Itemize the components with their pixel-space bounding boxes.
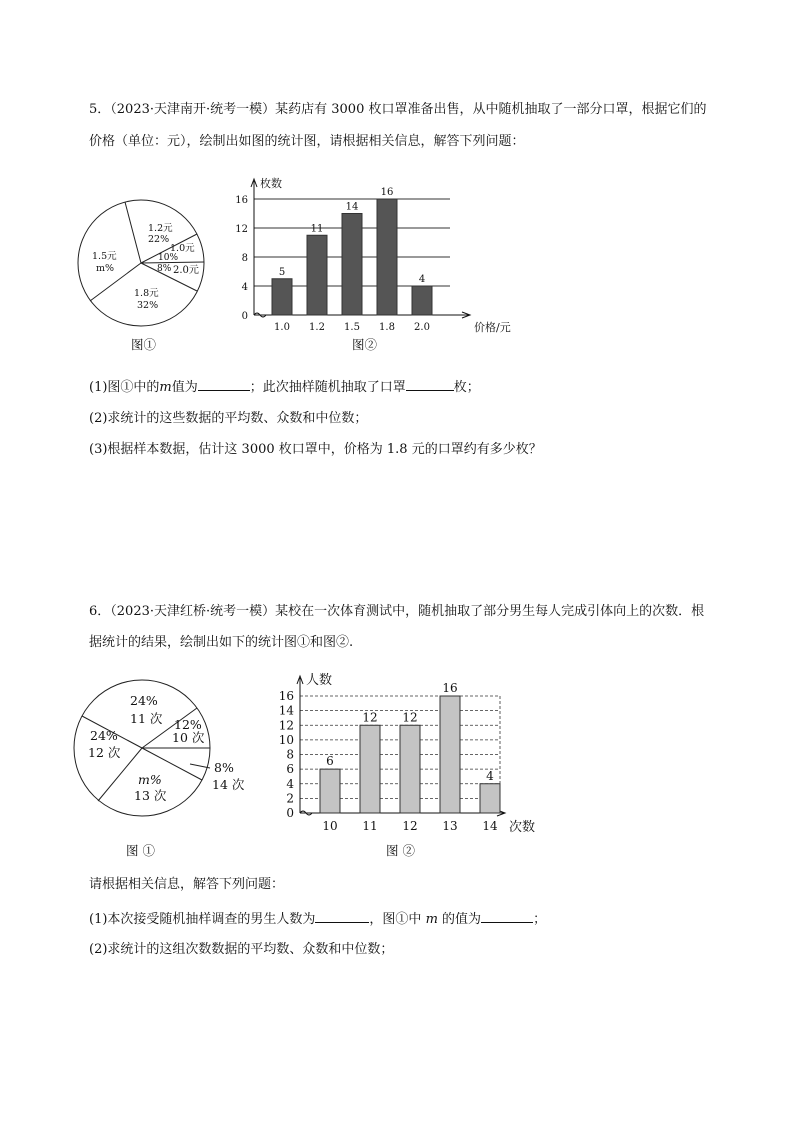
pie-label: 2.0元 (173, 265, 199, 276)
bar (440, 696, 460, 813)
q6-bar-chart (260, 660, 550, 840)
pie-label: 1.5元 (92, 251, 117, 262)
y-tick-label: 8 (241, 253, 248, 264)
x-tick-label: 14 (482, 819, 498, 833)
bar (480, 784, 500, 813)
q6-sub1-part-d: ； (533, 912, 547, 927)
q6-sub1-part-a: (1)本次接受随机抽样调查的男生人数为 (89, 912, 316, 927)
q5-sub3: (3)根据样本数据，估计这 3000 枚口罩中，价格为 1.8 元的口罩约有多少枚？ (89, 442, 542, 457)
q5-fig1-caption: 图① (131, 337, 157, 352)
y-tick-label: 6 (286, 762, 294, 777)
x-tick-label: 2.0 (414, 322, 430, 333)
pie-label: 8% (157, 264, 172, 274)
x-tick-label: 10 (322, 819, 338, 833)
bar (360, 725, 380, 813)
bar (400, 725, 420, 813)
y-tick-label: 12 (278, 718, 294, 733)
bar (307, 235, 327, 315)
y-tick-label: 16 (235, 195, 248, 206)
y-tick-label: 0 (241, 311, 248, 322)
y-tick-label: 14 (278, 703, 294, 718)
q6-sub1 (89, 909, 546, 929)
x-tick-label: 1.5 (344, 322, 360, 333)
pie-label: 22% (148, 234, 170, 245)
pie-label: 1.8元 (134, 288, 159, 299)
y-tick-label: 0 (286, 806, 294, 820)
pie-label: 32% (137, 300, 159, 311)
bar (272, 279, 292, 315)
q5-fig2-caption: 图② (352, 337, 378, 352)
q6-sub1-part-b: ，图①中 (369, 912, 422, 927)
pie-label: 10% (158, 253, 179, 263)
y-tick-label: 12 (235, 224, 248, 235)
x-tick-label: 1.2 (309, 322, 325, 333)
y-axis-title: 枚数 (260, 177, 282, 190)
q5-sub2: (2)求统计的这些数据的平均数、众数和中位数； (89, 411, 368, 426)
pie-label: 24% (90, 728, 118, 743)
y-tick-label: 4 (286, 776, 294, 791)
y-tick-label: 4 (241, 282, 248, 293)
x-axis-title: 次数 (509, 820, 536, 835)
pie-label: 13 次 (134, 788, 167, 803)
bar (377, 199, 397, 315)
y-tick-label: 10 (278, 732, 294, 747)
pie-label: 14 次 (212, 777, 245, 792)
q6-pie-chart (70, 678, 245, 838)
pie-label: 10 次 (172, 730, 205, 745)
q6-fig1-caption: 图 ① (126, 843, 155, 858)
pie-label: 24% (130, 693, 158, 708)
data-label: 4 (418, 274, 426, 285)
pie-label: m% (138, 772, 162, 787)
q6-sub2: (2)求统计的这组次数数据的平均数、众数和中位数； (89, 942, 394, 957)
q5-bar-chart (228, 170, 511, 340)
data-label: 12 (362, 710, 378, 725)
y-tick-label: 2 (286, 791, 294, 806)
data-label: 11 (310, 223, 324, 235)
q5-stem-line2: 价格（单位：元），绘制出如图的统计图，请根据相关信息，解答下列问题： (89, 134, 525, 149)
answer-blank[interactable] (481, 909, 533, 923)
pie-label: 12 次 (88, 745, 121, 760)
q5-stem-line1: 5．（2023·天津南开·统考一模）某药店有 3000 枚口罩准备出售，从中随机抽取了一部分口罩，根据它们的 (89, 102, 707, 117)
q5-sub1-part-b: 值为 (171, 380, 198, 395)
q6-fig2-caption: 图 ② (386, 843, 415, 858)
variable-m: m (159, 380, 172, 395)
q5-sub1-part-c: ；此次抽样随机抽取了口罩 (249, 380, 406, 395)
q6-sub1-part-c: 的值为 (442, 912, 482, 927)
bar (320, 769, 340, 813)
y-axis-title: 人数 (306, 673, 333, 688)
pie-label: m% (96, 263, 115, 274)
x-tick-label: 13 (442, 819, 458, 833)
pie-label: 11 次 (130, 711, 163, 726)
bar (342, 214, 362, 316)
q5-sub1-part-a: (1)图①中的 (89, 380, 160, 395)
data-label: 12 (402, 710, 418, 725)
q5-pie-chart (76, 198, 216, 338)
pie-label: 1.0元 (170, 243, 195, 254)
y-tick-label: 8 (286, 747, 294, 762)
data-label: 6 (326, 754, 334, 769)
x-tick-label: 11 (362, 819, 378, 833)
x-tick-label: 1.8 (379, 322, 395, 333)
q5-sub1 (89, 377, 480, 397)
q5-sub1-part-d: 枚； (453, 380, 480, 395)
x-tick-label: 1.0 (274, 322, 290, 333)
pie-label: 12% (174, 717, 202, 732)
y-tick-label: 16 (278, 689, 294, 703)
q6-intro: 请根据相关信息，解答下列问题： (89, 877, 285, 892)
pie-label: 1.2元 (148, 223, 173, 234)
x-axis-title: 价格/元 (474, 321, 511, 334)
answer-blank[interactable] (198, 377, 250, 391)
data-label: 16 (442, 681, 458, 695)
data-label: 5 (278, 266, 286, 278)
pie-label: 8% (214, 760, 234, 775)
answer-blank[interactable] (315, 909, 369, 923)
data-label: 14 (345, 201, 359, 213)
variable-m: m (425, 912, 438, 927)
x-tick-label: 12 (402, 819, 418, 833)
q6-stem-line2: 据统计的结果，绘制出如下的统计图①和图②. (89, 635, 354, 650)
q6-stem-line1: 6．（2023·天津红桥·统考一模）某校在一次体育测试中，随机抽取了部分男生每人完成引体向上的次数．根 (89, 604, 705, 619)
data-label: 4 (486, 768, 494, 783)
answer-blank[interactable] (406, 377, 454, 391)
data-label: 16 (380, 187, 394, 198)
bar (412, 286, 432, 315)
